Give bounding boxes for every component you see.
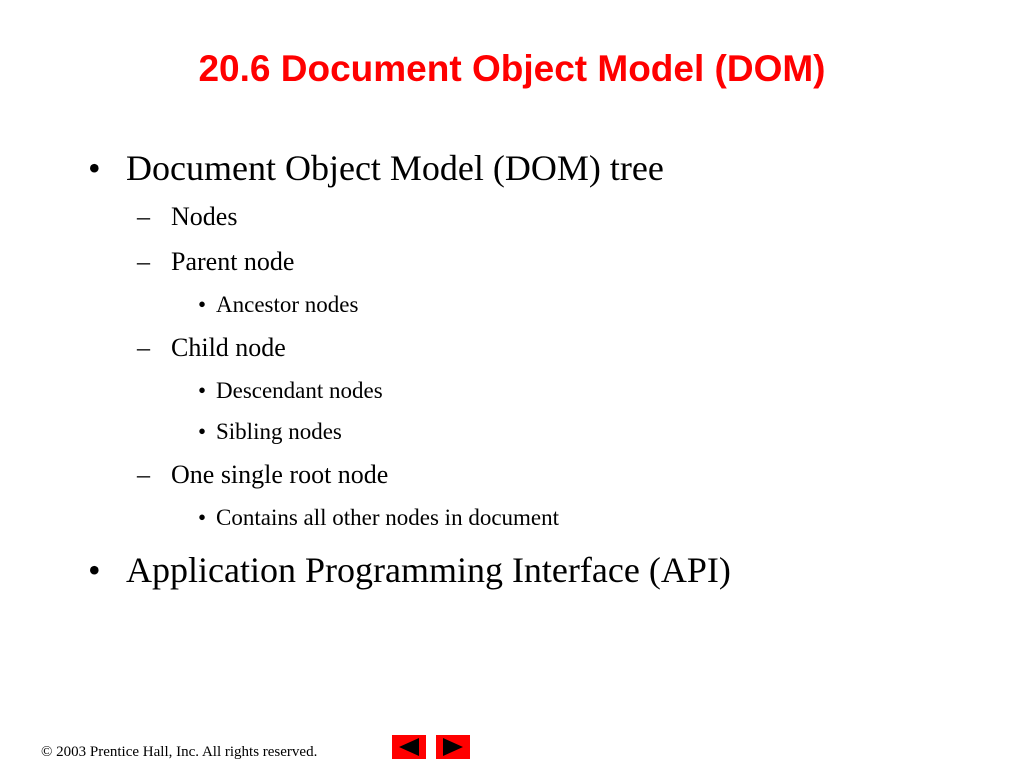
bullet-text: Contains all other nodes in document [216, 505, 560, 530]
bullet-text: Application Programming Interface (API) [126, 550, 731, 590]
dash-marker: – [137, 202, 150, 231]
dash-marker: – [137, 460, 150, 489]
bullet-marker: • [198, 419, 207, 444]
bullet-marker: • [198, 505, 207, 530]
dash-marker: – [137, 333, 150, 362]
bullet-text: Nodes [171, 202, 238, 231]
copyright-footer: © 2003 Prentice Hall, Inc. All rights reserved. [41, 744, 318, 760]
bullet-text: One single root node [171, 460, 389, 489]
bullet-text: Sibling nodes [216, 419, 342, 444]
bullet-marker: • [88, 550, 101, 590]
bullet-text: Ancestor nodes [216, 292, 359, 317]
slide-title: 20.6 Document Object Model (DOM) [198, 48, 826, 89]
bullet-text: Child node [171, 333, 286, 362]
previous-slide-button[interactable] [392, 735, 426, 759]
bullet-text: Parent node [171, 247, 295, 276]
triangle-right-icon [436, 735, 470, 759]
bullet-text: Descendant nodes [216, 378, 383, 403]
bullet-marker: • [198, 292, 207, 317]
dash-marker: – [137, 247, 150, 276]
next-slide-button[interactable] [436, 735, 470, 759]
bullet-marker: • [198, 378, 207, 403]
triangle-left-icon [392, 735, 426, 759]
bullet-text: Document Object Model (DOM) tree [126, 148, 664, 188]
bullet-marker: • [88, 148, 101, 188]
